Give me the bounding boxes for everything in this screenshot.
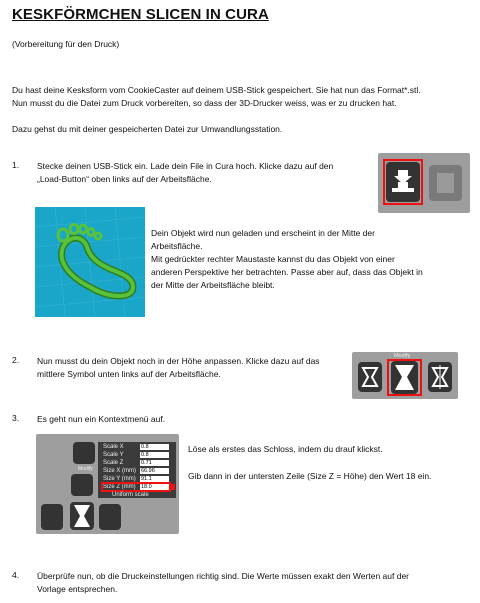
step-line: Überprüfe nun, ob die Druckeinstellungen richtig sind. Die Werte müssen exakt den Werten auf der (37, 571, 409, 581)
intro-paragraph-2: Dazu gehst du mit deiner gespeicherten Datei zur Umwandlungsstation. (12, 124, 283, 134)
step-text (37, 570, 409, 596)
scale-x-field[interactable]: 0.8 (140, 444, 169, 450)
size-z-field[interactable]: 18.0 (140, 484, 169, 490)
step-number: 2. (12, 355, 20, 365)
step-line: Nun musst du dein Objekt noch in der Höhe anpassen. Klicke dazu auf das (37, 356, 320, 366)
rotate-icon (41, 504, 63, 530)
page-title: KESKFÖRMCHEN SLICEN IN CURA (12, 6, 269, 23)
step3-instruction: Löse als erstes das Schloss, indem du drauf klickst. (188, 444, 383, 454)
step-line: Stecke deinen USB-Stick ein. Lade dein File in Cura hoch. Klicke dazu auf den (37, 161, 334, 171)
model-preview-image (35, 207, 145, 317)
page-subtitle: (Vorbereitung für den Druck) (12, 39, 120, 49)
scale-z-field[interactable]: 0.71 (140, 460, 169, 466)
intro-paragraph (12, 84, 472, 110)
size-z-label: Size Z (mm) (103, 484, 136, 490)
modify-label: Modify (394, 353, 411, 359)
load-button-screenshot (378, 153, 470, 213)
scale-z-label: Scale Z (103, 460, 124, 466)
step-number: 4. (12, 570, 20, 580)
step-line: „Load-Button“ oben links auf der Arbeitsfläche. (37, 174, 212, 184)
description-line: Mit gedrückter rechter Maustaste kannst du das Objekt von einer (151, 254, 395, 264)
description-line: Arbeitsfläche. (151, 241, 203, 251)
scale-y-label: Scale Y (103, 452, 124, 458)
mirror-icon (99, 504, 121, 530)
step-line: Vorlage entsprechen. (37, 584, 118, 594)
lock-icon[interactable] (171, 484, 175, 490)
step-text (37, 160, 333, 186)
highlight-frame (383, 159, 423, 205)
mirror-icon (428, 362, 452, 392)
size-y-field[interactable]: 91.1 (140, 476, 169, 482)
step-text: Es geht nun ein Kontextmenü auf. (37, 414, 166, 424)
uniform-scale-label: Uniform scale (112, 492, 149, 498)
rotate-icon (358, 362, 382, 392)
panel-caption: Modify (78, 466, 93, 472)
load-icon (73, 442, 95, 464)
rotate-icon (71, 474, 93, 496)
scale-icon (70, 502, 94, 530)
size-x-label: Size X (mm) (103, 468, 136, 474)
intro-line: Nun musst du die Datei zum Druck vorbereiten, so dass der 3D-Drucker weiss, was er zu drucken hat. (12, 98, 397, 108)
description-line: Dein Objekt wird nun geladen und erscheint in der Mitte der (151, 228, 375, 238)
step-number: 3. (12, 413, 20, 423)
scale-x-label: Scale X (103, 444, 124, 450)
step-text (37, 355, 320, 381)
step-number: 1. (12, 160, 20, 170)
highlight-frame (387, 359, 422, 396)
modify-toolbar-screenshot (352, 352, 458, 399)
save-button-icon (429, 165, 462, 201)
scale-panel-screenshot (36, 434, 179, 534)
size-y-label: Size Y (mm) (103, 476, 136, 482)
description-line: anderen Perspektive her betrachten. Passe aber auf, dass das Objekt in (151, 267, 423, 277)
step3-instruction: Gib dann in der untersten Zeile (Size Z = Höhe) den Wert 18 ein. (188, 471, 432, 481)
description-line: der Mitte der Arbeitsfläche bleibt. (151, 280, 275, 290)
step-line: mittlere Symbol unten links auf der Arbeitsfläche. (37, 369, 221, 379)
footprint-model-icon (35, 207, 145, 317)
scale-settings-panel (98, 442, 176, 498)
highlight-frame (101, 482, 171, 492)
step1-description (151, 227, 423, 292)
scale-y-field[interactable]: 0.8 (140, 452, 169, 458)
intro-line: Du hast deine Kesksform vom CookieCaster auf deinem USB-Stick gespeichert. Sie hat nun das Format*.stl. (12, 85, 421, 95)
size-x-field[interactable]: 66.96 (140, 468, 169, 474)
